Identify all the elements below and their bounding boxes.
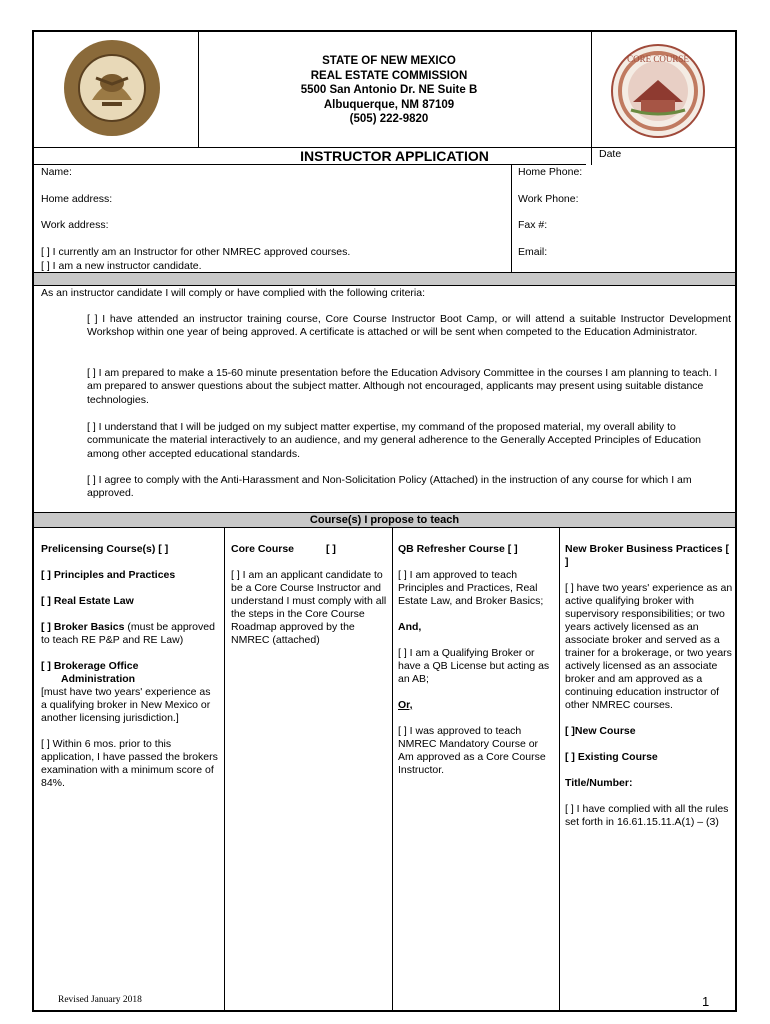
- new-course-checkbox[interactable]: [ ]New Course: [565, 725, 636, 737]
- current-instructor-checkbox[interactable]: [ ] I currently am an Instructor for other NMREC approved courses.: [41, 246, 351, 258]
- brokerage-office-title-2: Administration: [61, 673, 136, 685]
- new-broker-experience-checkbox[interactable]: [ ] have two years' experience as an active qualifying broker with supervisory responsibilities; or two years actively licensed as an associate broker and served as a trainer for a brokerage, or two years actively licensed as an associate broker and am approved as a continuing education instructor of other NMREC courses.: [565, 582, 733, 711]
- real-estate-law-checkbox[interactable]: [ ] Real Estate Law: [41, 595, 134, 607]
- header-commission: REAL ESTATE COMMISSION: [310, 69, 468, 82]
- col-new-broker: [565, 543, 733, 842]
- broker-basics-item[interactable]: [41, 621, 219, 647]
- broker-basics-note: (must be approved to teach RE P&P and RE Law): [41, 621, 215, 646]
- core-course-title: Core Course: [231, 543, 295, 555]
- prelicensing-title[interactable]: Prelicensing Course(s) [ ]: [41, 543, 169, 555]
- core-course-applicant-checkbox[interactable]: [ ] I am an applicant candidate to be a Core Course Instructor and understand I must comply with all the steps in the Core Course Roadmap approved by the NMREC (attached): [231, 569, 387, 646]
- form-title: INSTRUCTOR APPLICATION: [300, 148, 489, 164]
- core-course-checkbox[interactable]: [ ]: [326, 543, 336, 555]
- principles-practices-checkbox[interactable]: [ ] Principles and Practices: [41, 569, 176, 581]
- header-block: [234, 54, 544, 127]
- brokerage-office-note: [must have two years' experience as a qualifying broker in New Mexico or another licensing jurisdiction.]: [41, 686, 211, 724]
- title-number-label: Title/Number:: [565, 777, 633, 789]
- brokerage-office-checkbox[interactable]: [ ] Brokerage Office: [41, 660, 139, 672]
- criteria-item-1[interactable]: [ ] I have attended an instructor training course, Core Course Instructor Boot Camp, or will attend a suitable Instructor Development Workshop within one year of being approved. A certificate is attached or will be sent when competed to the Education Administrator.: [87, 313, 731, 339]
- email-label: Email:: [518, 246, 548, 258]
- existing-course-checkbox[interactable]: [ ] Existing Course: [565, 751, 658, 763]
- col-prelicensing: [41, 543, 219, 803]
- qb-refresher-title[interactable]: QB Refresher Course [ ]: [398, 543, 518, 555]
- col-core-course: [231, 543, 387, 660]
- criteria-item-2[interactable]: [ ] I am prepared to make a 15-60 minute presentation before the Education Advisory Committee in the courses I am planning to teach. I am prepared to answer questions about the subject matter. Although not encouraged, applicants may present using suitable distance technologies.: [87, 367, 718, 406]
- fax-label: Fax #:: [518, 219, 548, 231]
- work-phone-label: Work Phone:: [518, 193, 579, 205]
- work-address-label: Work address:: [41, 219, 109, 231]
- broker-basics-checkbox[interactable]: [ ] Broker Basics: [41, 621, 125, 633]
- home-address-label: Home address:: [41, 193, 113, 205]
- qb-approved-checkbox[interactable]: [ ] I am approved to teach Principles and Practices, Real Estate Law, and Broker Basics;: [398, 569, 544, 607]
- courses-heading: Course(s) I propose to teach: [34, 512, 735, 528]
- qb-mandatory-checkbox[interactable]: [ ] I was approved to teach NMREC Mandatory Course or Am approved as a Core Course Instructor.: [398, 725, 546, 776]
- criteria-intro: As an instructor candidate I will comply or have complied with the following criteria:: [41, 287, 426, 299]
- brokers-exam-checkbox[interactable]: [ ] Within 6 mos. prior to this application, I have passed the brokers examination with a minimum score of 84%.: [41, 738, 218, 789]
- new-broker-title[interactable]: New Broker Business Practices [ ]: [565, 543, 729, 568]
- qb-and-label: And,: [398, 621, 422, 633]
- new-candidate-checkbox[interactable]: [ ] I am a new instructor candidate.: [41, 260, 202, 272]
- core-course-logo: [611, 44, 705, 138]
- page-number: 1: [702, 994, 710, 1009]
- header-city: Albuquerque, NM 87109: [323, 98, 455, 111]
- state-seal-logo: [62, 38, 162, 138]
- revised-date: Revised January 2018: [58, 995, 142, 1005]
- header-phone: (505) 222-9820: [349, 113, 429, 125]
- col-qb-refresher: [398, 543, 554, 790]
- criteria-item-3[interactable]: [ ] I understand that I will be judged on my subject matter expertise, my command of the proposed material, my overall ability to communicate the material interactively to an audience, and my general adherence to the Generally Accepted Principles of Education among other accepted educational standards.: [87, 421, 702, 460]
- criteria-item-4[interactable]: [ ] I agree to comply with the Anti-Harassment and Non-Solicitation Policy (Attached) in the instruction of any course for which I am approved.: [87, 474, 692, 500]
- separator-band: [34, 272, 735, 286]
- header-state: STATE OF NEW MEXICO: [322, 55, 456, 67]
- name-label: Name:: [41, 166, 72, 178]
- qb-license-checkbox[interactable]: [ ] I am a Qualifying Broker or have a QB License but acting as an AB;: [398, 647, 550, 685]
- svg-text:CORE COURSE: CORE COURSE: [627, 54, 689, 64]
- application-form: [32, 30, 737, 1012]
- brokerage-office-item[interactable]: [41, 660, 219, 725]
- header-address: 5500 San Antonio Dr. NE Suite B: [300, 84, 478, 96]
- rules-complied-checkbox[interactable]: [ ] I have complied with all the rules set forth in 16.61.15.11.A(1) – (3): [565, 803, 729, 828]
- qb-or-label: Or,: [398, 699, 413, 711]
- home-phone-label: Home Phone:: [518, 166, 583, 178]
- date-label: Date: [599, 148, 622, 160]
